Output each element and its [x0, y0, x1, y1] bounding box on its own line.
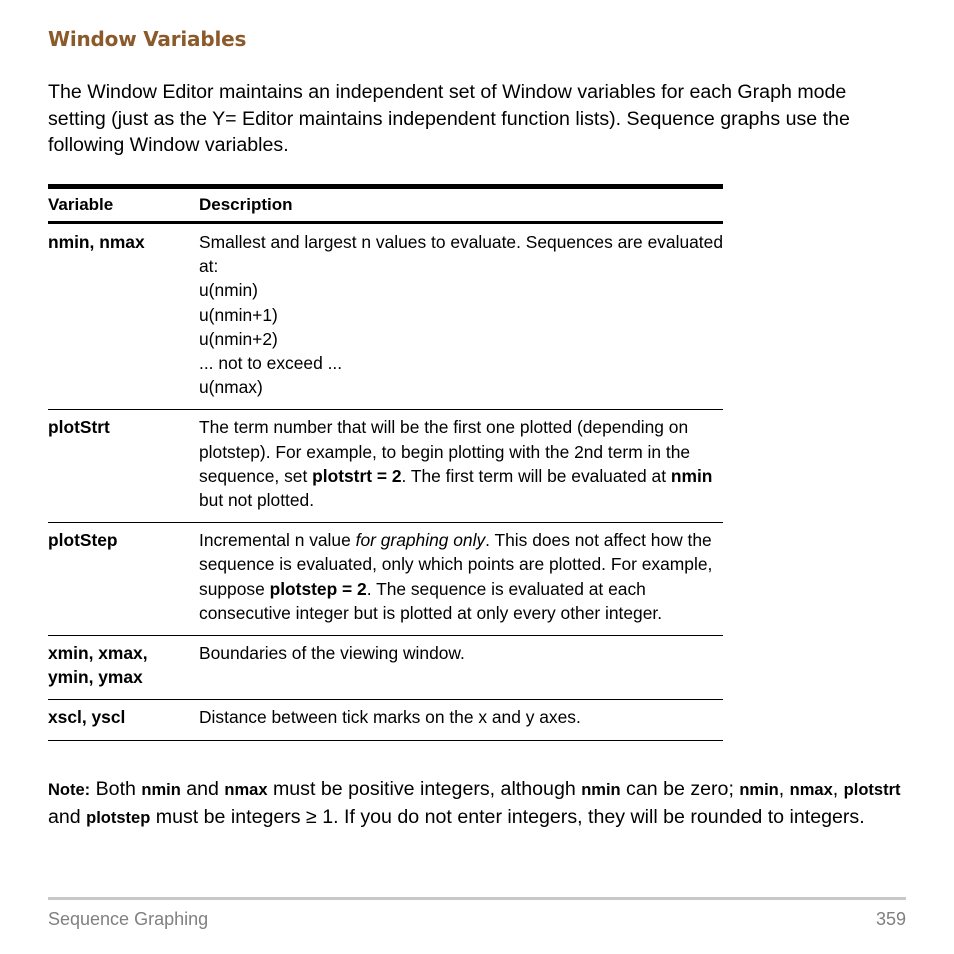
table-row [48, 410, 723, 523]
page-number: 359 [875, 909, 906, 929]
header-variable: Variable [48, 195, 114, 214]
row-variable: nmin, nmax [48, 232, 145, 252]
note-text: Both [90, 778, 142, 800]
description-line: Smallest and largest n values to evaluate. Sequences are evaluated at: [199, 232, 723, 277]
footer-rule [48, 897, 906, 900]
description-bold: plotstrt = 2 [312, 465, 402, 486]
row-description: Distance between tick marks on the x and y axes. [199, 707, 581, 728]
description-line: u(nmin+1) [199, 304, 278, 325]
note-text: and [180, 778, 225, 800]
footer-section-title: Sequence Graphing [48, 909, 209, 929]
table-header-row [48, 189, 723, 224]
row-variable: xscl, yscl [48, 707, 126, 728]
row-description [199, 415, 723, 512]
row-variable: plotStep [48, 530, 118, 551]
note-text: and [48, 805, 87, 828]
note-text: , [832, 778, 844, 800]
table-row [48, 700, 723, 740]
note-bold: nmax [224, 781, 268, 799]
note-bold: plotstep [86, 808, 151, 827]
description-text: Incremental n value [199, 530, 356, 551]
note-text: must be integers ≥ 1. If you do not enter integers, they will be rounded to integers. [150, 805, 865, 828]
description-bold: plotstep = 2 [269, 578, 367, 599]
description-line: u(nmin+2) [199, 328, 278, 349]
variable-line: ymin, ymax [48, 667, 143, 688]
row-description [199, 230, 723, 399]
description-line: u(nmax) [199, 377, 263, 398]
note-bold: nmin [141, 781, 181, 799]
description-bold: nmin [670, 465, 713, 486]
description-text: . The first term will be evaluated at [401, 465, 671, 486]
description-text: The term number that will be the first one plotted (depending on plotstep). For example, to begin plotting with the 2nd term in the sequence, set [199, 417, 691, 486]
row-description [199, 528, 723, 625]
note-text: must be positive integers, although [267, 778, 582, 800]
note-bold: nmin [581, 781, 621, 799]
note-paragraph [48, 776, 918, 831]
note-bold: nmin [739, 781, 779, 799]
intro-paragraph: The Window Editor maintains an independent set of Window variables for each Graph mode setting (just as the Y= Editor maintains independent function lists). Sequence graphs use the following Window variables. [48, 81, 850, 156]
row-variable [48, 641, 199, 689]
table-row [48, 224, 723, 410]
description-italic: for graphing only [355, 530, 486, 551]
description-line: u(nmin) [199, 280, 258, 301]
row-variable: plotStrt [48, 417, 110, 438]
note-bold: nmax [789, 781, 833, 799]
section-heading: Window Variables [48, 27, 247, 51]
description-text: . The sequence is evaluated at each consecutive integer but is plotted at only every other integer. [199, 578, 663, 623]
table-row [48, 523, 723, 636]
description-text: . This does not affect how the sequence is evaluated, only which points are plotted. For example, suppose [199, 530, 713, 599]
row-description: Boundaries of the viewing window. [199, 643, 465, 664]
description-text: but not plotted. [199, 490, 315, 511]
description-line: ... not to exceed ... [199, 353, 343, 374]
note-bold: plotstrt [843, 781, 901, 799]
note-text: , [778, 778, 790, 800]
note-label: Note: [48, 781, 91, 799]
variable-line: xmin, xmax, [48, 643, 148, 664]
window-variables-table [48, 184, 723, 741]
note-text: can be zero; [620, 778, 740, 800]
header-description: Description [199, 195, 293, 214]
table-row [48, 636, 723, 700]
